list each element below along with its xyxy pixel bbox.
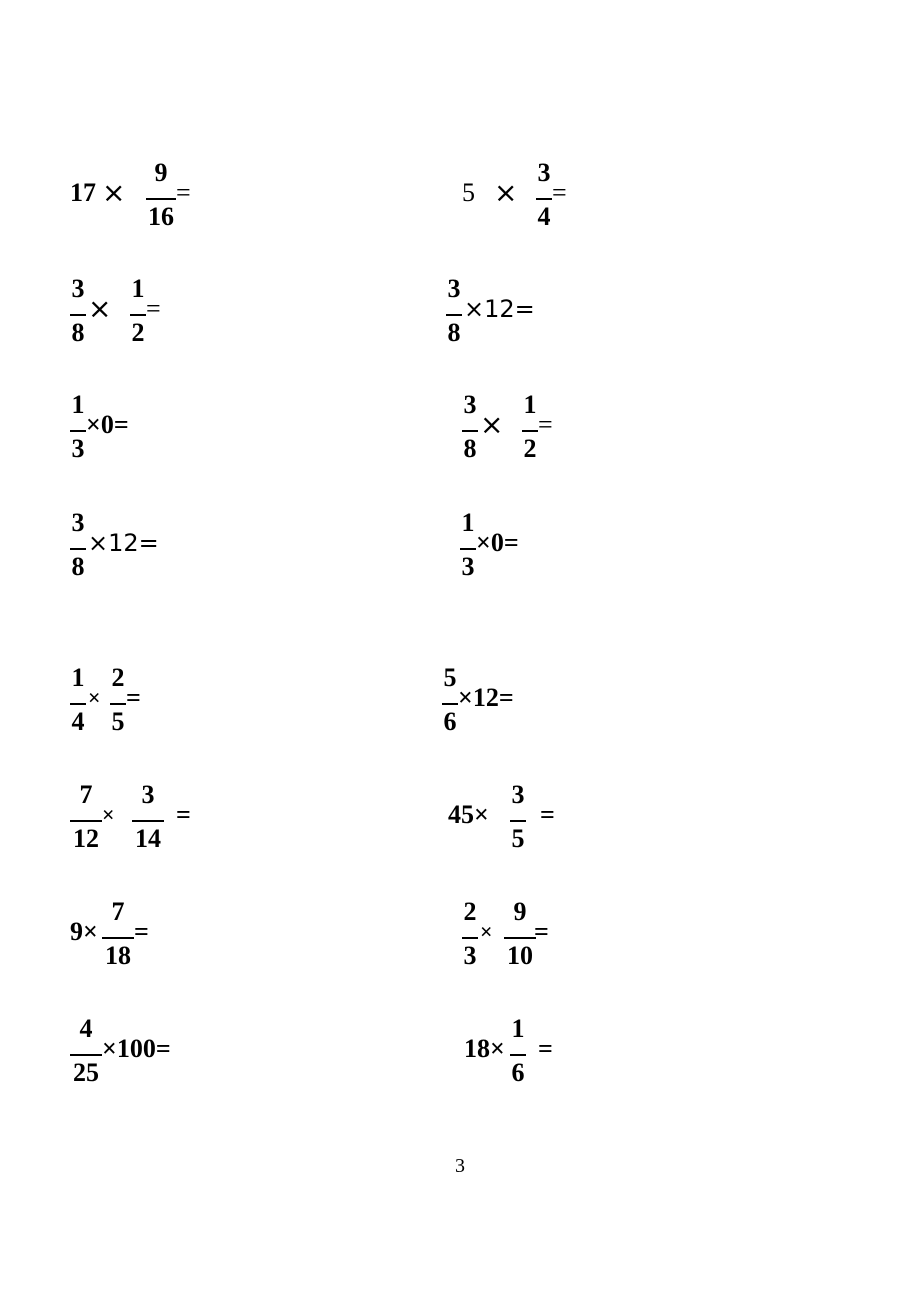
fraction: [510, 1014, 526, 1094]
numerator: 3: [447, 274, 461, 303]
fraction: [70, 274, 86, 354]
exercise-s1-r2-left: [70, 274, 190, 354]
exercise-s2-r3-left: [70, 897, 170, 977]
numerator: 3: [511, 780, 525, 809]
whole-number: 18×: [464, 1034, 505, 1063]
denominator: 12: [73, 824, 99, 853]
times-sign: ×: [88, 292, 112, 325]
fraction: [504, 897, 536, 977]
exercise-s1-r3-right: [462, 390, 582, 470]
fraction-bar: [70, 703, 86, 705]
equals-sign: =: [538, 410, 553, 439]
exercise-s2-r2-right: [448, 780, 568, 860]
numerator: 1: [131, 274, 145, 303]
numerator: 3: [463, 390, 477, 419]
fraction-bar: [70, 1054, 102, 1056]
numerator: 3: [71, 508, 85, 537]
denominator: 16: [148, 202, 174, 231]
equals-sign: =: [534, 917, 549, 946]
numerator: 4: [79, 1014, 93, 1043]
equals-sign: =: [176, 178, 191, 207]
denominator: 8: [71, 318, 85, 347]
denominator: 5: [111, 707, 125, 736]
denominator: 4: [71, 707, 85, 736]
numerator: 3: [71, 274, 85, 303]
fraction: [102, 897, 134, 977]
fraction: [462, 390, 478, 470]
denominator: 6: [511, 1058, 525, 1087]
multiplier-text: ×100=: [102, 1034, 171, 1063]
denominator: 18: [105, 941, 131, 970]
multiplier-text: ×0=: [86, 410, 129, 439]
denominator: 6: [443, 707, 457, 736]
fraction: [132, 780, 164, 860]
exercise-s1-r1-left: [70, 158, 210, 238]
fraction: [70, 508, 86, 588]
equals-sign: =: [552, 178, 567, 207]
exercise-s1-r4-left: [70, 508, 180, 588]
denominator: 3: [463, 941, 477, 970]
exercise-s2-r4-right: [464, 1014, 574, 1094]
times-sign: ×: [102, 176, 126, 209]
numerator: 1: [461, 508, 475, 537]
exercise-s1-r3-left: [70, 390, 160, 470]
numerator: 3: [141, 780, 155, 809]
fraction: [446, 274, 462, 354]
multiplier-text: ×0=: [476, 528, 519, 557]
denominator: 8: [447, 318, 461, 347]
fraction-bar: [132, 820, 164, 822]
fraction-bar: [510, 820, 526, 822]
numerator: 1: [511, 1014, 525, 1043]
denominator: 25: [73, 1058, 99, 1087]
fraction-bar: [110, 703, 126, 705]
fraction: [70, 1014, 102, 1094]
equals-sign: =: [538, 1034, 553, 1063]
fraction: [522, 390, 538, 470]
denominator: 10: [507, 941, 533, 970]
fraction-bar: [146, 198, 176, 200]
denominator: 3: [71, 434, 85, 463]
whole-number: 17: [70, 178, 96, 207]
whole-number: 9×: [70, 917, 98, 946]
multiplier-text: ×12=: [458, 683, 514, 712]
fraction-bar: [462, 937, 478, 939]
fraction-bar: [70, 314, 86, 316]
fraction: [536, 158, 552, 238]
exercise-s2-r1-right: [442, 663, 542, 743]
fraction-bar: [536, 198, 552, 200]
equals-sign: =: [126, 683, 141, 712]
denominator: 8: [463, 434, 477, 463]
fraction-bar: [462, 430, 478, 432]
fraction: [462, 897, 478, 977]
fraction: [460, 508, 476, 588]
fraction-bar: [504, 937, 536, 939]
numerator: 3: [537, 158, 551, 187]
numerator: 7: [79, 780, 93, 809]
denominator: 2: [131, 318, 145, 347]
page-number: 3: [455, 1155, 465, 1177]
numerator: 1: [71, 390, 85, 419]
fraction-bar: [446, 314, 462, 316]
fraction: [70, 663, 86, 743]
equals-sign: =: [146, 294, 161, 323]
numerator: 1: [71, 663, 85, 692]
fraction-bar: [102, 937, 134, 939]
times-sign: ×: [480, 919, 493, 944]
fraction: [510, 780, 526, 860]
fraction-bar: [442, 703, 458, 705]
fraction-bar: [70, 430, 86, 432]
fraction: [146, 158, 176, 238]
exercise-s2-r3-right: [462, 897, 572, 977]
fraction: [130, 274, 146, 354]
multiplier-text: ×12=: [464, 295, 535, 323]
denominator: 8: [71, 552, 85, 581]
exercise-s2-r1-left: [70, 663, 160, 743]
numerator: 9: [154, 158, 168, 187]
denominator: 3: [461, 552, 475, 581]
equals-sign: =: [176, 800, 191, 829]
exercise-s2-r4-left: [70, 1014, 200, 1094]
fraction: [70, 390, 86, 470]
numerator: 2: [111, 663, 125, 692]
fraction-bar: [70, 548, 86, 550]
denominator: 4: [537, 202, 551, 231]
numerator: 2: [463, 897, 477, 926]
times-sign: ×: [480, 408, 504, 441]
exercise-s2-r2-left: [70, 780, 210, 860]
numerator: 5: [443, 663, 457, 692]
fraction-bar: [510, 1054, 526, 1056]
numerator: 7: [111, 897, 125, 926]
times-sign: ×: [102, 802, 115, 827]
exercise-s1-r2-right: [446, 274, 556, 354]
fraction: [110, 663, 126, 743]
equals-sign: =: [540, 800, 555, 829]
fraction-bar: [522, 430, 538, 432]
times-sign: ×: [88, 685, 101, 710]
fraction-bar: [70, 820, 102, 822]
fraction-bar: [130, 314, 146, 316]
fraction: [442, 663, 458, 743]
denominator: 14: [135, 824, 161, 853]
times-sign: ×: [494, 176, 518, 209]
numerator: 9: [513, 897, 527, 926]
whole-number: 5: [462, 178, 475, 207]
denominator: 5: [511, 824, 525, 853]
fraction-bar: [460, 548, 476, 550]
exercise-s1-r1-right: [462, 158, 592, 238]
equals-sign: =: [134, 917, 149, 946]
denominator: 2: [523, 434, 537, 463]
whole-number: 45×: [448, 800, 489, 829]
fraction: [70, 780, 102, 860]
multiplier-text: ×12=: [88, 529, 159, 557]
numerator: 1: [523, 390, 537, 419]
exercise-s1-r4-right: [460, 508, 550, 588]
